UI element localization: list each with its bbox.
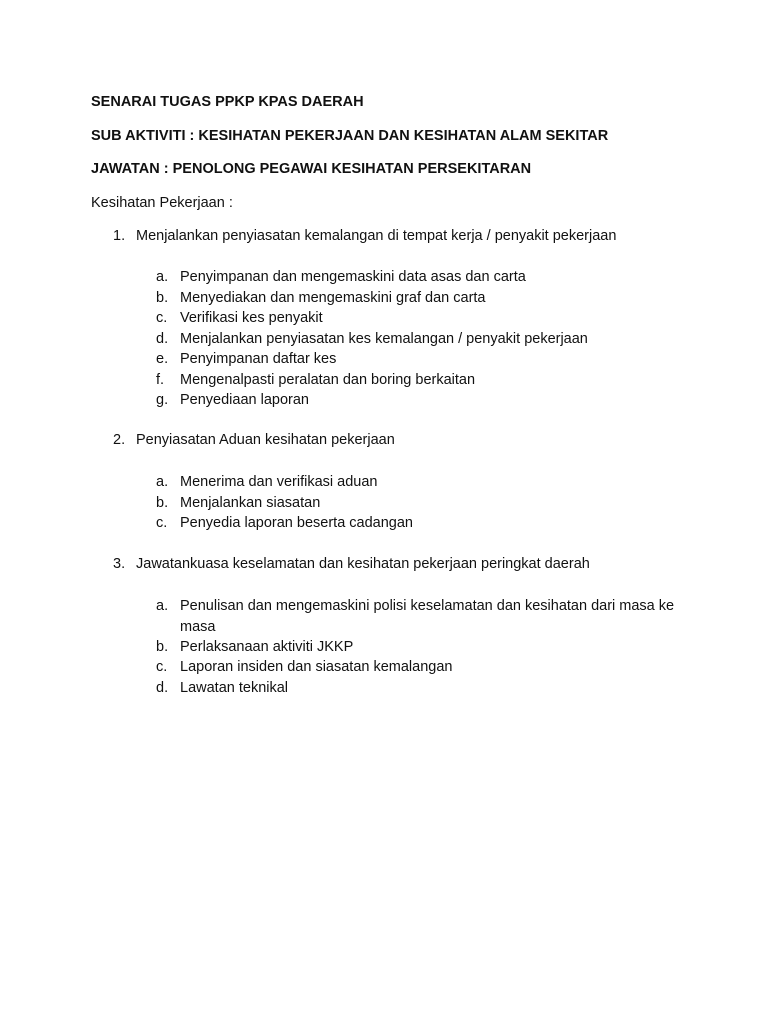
sub-item-letter: a. [156, 269, 169, 285]
sub-item-text: Menerima dan verifikasi aduan [180, 474, 378, 490]
sub-item-text: Laporan insiden dan siasatan kemalangan [180, 659, 453, 675]
sub-item-letter: d. [156, 679, 169, 696]
sub-item-text: Menyediakan dan mengemaskini graf dan carta [180, 289, 486, 306]
sub-item [156, 308, 716, 329]
sub-item-letter: c. [156, 515, 168, 531]
sub-item [156, 370, 716, 391]
sub-item-letter: b. [156, 638, 169, 655]
sub-item-text: Penulisan dan mengemaskini polisi keselamatan dan kesihatan dari masa ke masa [180, 598, 675, 635]
sub-item-letter: a. [156, 474, 169, 490]
sub-item-text: Perlaksanaan aktiviti JKKP [180, 638, 354, 655]
sub-item [156, 513, 716, 534]
sub-item-letter: c. [156, 310, 168, 326]
sub-item-text: Menjalankan siasatan [180, 494, 321, 511]
sub-item-text: Penyimpanan dan mengemaskini data asas dan carta [180, 269, 526, 285]
sub-item [156, 472, 716, 493]
sub-item [156, 349, 716, 370]
sub-item-letter: b. [156, 289, 169, 306]
item-text: Jawatankuasa keselamatan dan kesihatan pekerjaan peringkat daerah [136, 556, 590, 572]
sub-item-text: Penyediaan laporan [180, 392, 309, 408]
sub-item [156, 329, 716, 350]
sub-item-letter: b. [156, 494, 169, 511]
sub-item-letter: g. [156, 392, 169, 408]
sub-item [156, 288, 716, 309]
item-number: 1. [113, 228, 126, 244]
sub-item-letter: d. [156, 330, 169, 347]
sub-item [156, 657, 716, 678]
sub-item [156, 596, 716, 637]
sub-item [156, 267, 716, 288]
sub-item-text: Menjalankan penyiasatan kes kemalangan / penyakit pekerjaan [180, 330, 588, 347]
sub-item-letter: e. [156, 351, 169, 367]
sub-item [156, 493, 716, 514]
sub-item-letter: c. [156, 659, 168, 675]
sub-item [156, 390, 716, 411]
section-label: Kesihatan Pekerjaan : [91, 195, 233, 211]
sub-item-text: Mengenalpasti peralatan dan boring berkaitan [180, 371, 476, 388]
sub-item [156, 637, 716, 658]
document-title: SENARAI TUGAS PPKP KPAS DAERAH [91, 94, 364, 110]
sub-aktiviti-heading: SUB AKTIVITI : KESIHATAN PEKERJAAN DAN KESIHATAN ALAM SEKITAR [91, 128, 609, 144]
sub-item-text: Penyimpanan daftar kes [180, 351, 337, 367]
item-number: 3. [113, 556, 126, 572]
item-number: 2. [113, 432, 126, 448]
item-text: Menjalankan penyiasatan kemalangan di tempat kerja / penyakit pekerjaan [136, 228, 617, 244]
sub-item-text: Lawatan teknikal [180, 679, 289, 696]
sub-item-letter: f. [156, 371, 165, 388]
sub-item-text: Verifikasi kes penyakit [180, 310, 323, 326]
sub-item-text: Penyedia laporan beserta cadangan [180, 515, 413, 531]
sub-item-letter: a. [156, 598, 169, 614]
item-text: Penyiasatan Aduan kesihatan pekerjaan [136, 432, 395, 448]
sub-item [156, 678, 716, 699]
jawatan-heading: JAWATAN : PENOLONG PEGAWAI KESIHATAN PERSEKITARAN [91, 161, 532, 177]
